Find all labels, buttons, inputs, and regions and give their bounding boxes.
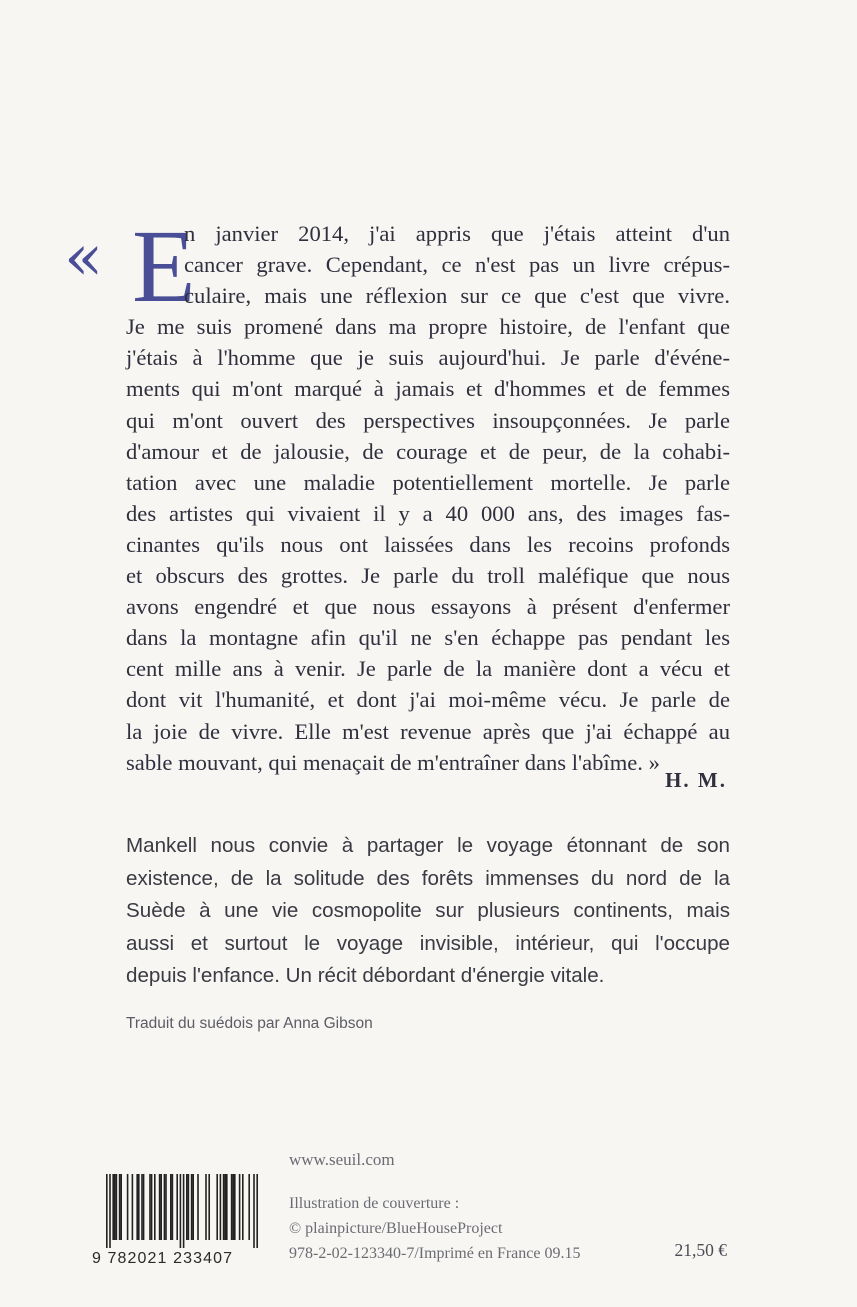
quote-line: sable mouvant, qui menaçait de m'entraîner dans l'abîme. » <box>126 749 660 775</box>
quote-line: et obscurs des grottes. Je parle du troll maléfique que nous <box>126 563 730 589</box>
illustration-credit: © plainpicture/BlueHouseProject <box>289 1220 503 1237</box>
barcode-bar <box>116 1174 118 1240</box>
barcode-bar <box>208 1174 210 1240</box>
quote-line: tation avec une maladie potentiellement mortelle. Je parle <box>126 469 730 495</box>
quote-line: n janvier 2014, j'ai appris que j'étais atteint d'un <box>184 221 730 246</box>
barcode-bar <box>138 1174 140 1240</box>
barcode-bar <box>231 1174 233 1240</box>
barcode-bar <box>165 1174 167 1240</box>
quote-line: cancer grave. Cependant, ce n'est pas un livre crépus- <box>184 252 730 278</box>
barcode-bar <box>114 1174 116 1240</box>
barcode-bar <box>106 1174 108 1248</box>
barcode-bar <box>248 1174 250 1240</box>
barcode-bar <box>188 1174 190 1240</box>
quote-line: j'étais à l'homme que je suis aujourd'hui. Je parle d'événe- <box>126 345 730 371</box>
barcode-bar <box>151 1174 153 1240</box>
barcode-bar <box>149 1174 151 1240</box>
drop-cap-letter: E <box>132 209 196 324</box>
quote-line: culaire, mais une réflexion sur ce que c'est que vivre. <box>184 283 730 309</box>
barcode-bar <box>232 1174 234 1240</box>
quote-signature: H. M. <box>665 768 727 792</box>
barcode-bar <box>205 1174 207 1240</box>
blurb-line: Suède à une vie cosmopolite sur plusieurs continents, mais <box>126 899 730 922</box>
quote-line: dont vit l'humanité, et dont j'ai moi-même vécu. Je parle de <box>126 687 730 713</box>
blurb-line: Mankell nous convie à partager le voyage étonnant de son <box>126 834 730 857</box>
barcode-bar <box>154 1174 156 1240</box>
barcode-bar <box>164 1174 166 1240</box>
barcode-digits: 9 782021 233407 <box>92 1250 234 1267</box>
barcode-bar <box>109 1174 111 1248</box>
barcode-bar <box>160 1174 162 1240</box>
barcode-bar <box>242 1174 244 1240</box>
barcode-bar <box>132 1174 134 1240</box>
barcode-bar <box>112 1174 114 1240</box>
barcode-bar <box>191 1174 193 1240</box>
price-label: 21,50 € <box>674 1240 727 1260</box>
translator-credit: Traduit du suédois par Anna Gibson <box>126 1015 373 1032</box>
barcode-bar <box>176 1174 178 1240</box>
barcode-icon <box>92 1174 267 1248</box>
blurb-line: aussi et surtout le voyage invisible, intérieur, qui l'occupe <box>126 931 730 955</box>
quote-line: des artistes qui vivaient il y a 40 000 ans, des images fas- <box>126 500 730 526</box>
barcode-bar <box>180 1174 182 1248</box>
barcode-bar <box>186 1174 188 1240</box>
opening-guillemet: « <box>64 221 100 295</box>
isbn-barcode <box>92 1174 267 1268</box>
barcode-bar <box>159 1174 161 1240</box>
cover-credits <box>289 1191 580 1266</box>
barcode-bar <box>120 1174 122 1240</box>
barcode-bar <box>239 1174 241 1240</box>
barcode-bar <box>119 1174 121 1240</box>
barcode-bar <box>143 1174 145 1240</box>
quote-line: cent mille ans à venir. Je parle de la manière dont a vécu et <box>126 656 730 682</box>
barcode-bar <box>170 1174 172 1240</box>
quote-line: d'amour et de jalousie, de courage et de peur, de la cohabi- <box>126 438 730 464</box>
book-blurb <box>126 830 730 993</box>
quote-line: ments qui m'ont marqué à jamais et d'hommes et de femmes <box>126 376 730 402</box>
barcode-bar <box>141 1174 143 1240</box>
quote-line: cinantes qu'ils nous ont laissées dans les recoins profonds <box>126 531 730 557</box>
barcode-bar <box>226 1174 228 1240</box>
barcode-bar <box>183 1174 185 1248</box>
barcode-bar <box>127 1174 129 1240</box>
quote-line: qui m'ont ouvert des perspectives insoupçonnées. Je parle <box>126 407 730 433</box>
quote-line: Je me suis promené dans ma propre histoire, de l'enfant que <box>126 314 730 340</box>
barcode-bar <box>136 1174 138 1240</box>
isbn-print-line: 978-2-02-123340-7/Imprimé en France 09.15 <box>289 1245 581 1262</box>
barcode-bar <box>256 1174 258 1248</box>
barcode-bar <box>172 1174 174 1240</box>
barcode-bar <box>220 1174 222 1240</box>
illustration-label: Illustration de couverture : <box>289 1195 460 1212</box>
barcode-bar <box>223 1174 225 1240</box>
quote-line: la joie de vivre. Elle m'est revenue après que j'ai échappé au <box>126 718 730 744</box>
barcode-bar <box>234 1174 236 1240</box>
author-quote <box>126 209 730 778</box>
barcode-bar <box>216 1174 218 1240</box>
blurb-line: depuis l'enfance. Un récit débordant d'énergie vitale. <box>126 964 605 987</box>
barcode-bar <box>253 1174 255 1248</box>
barcode-bar <box>224 1174 226 1240</box>
barcode-bar <box>197 1174 199 1240</box>
quote-line: avons engendré et que nous essayons à présent d'enfermer <box>126 594 730 620</box>
publisher-website: www.seuil.com <box>289 1150 395 1169</box>
blurb-line: existence, de la solitude des forêts immenses du nord de la <box>126 866 730 890</box>
quote-line: dans la montagne afin qu'il ne s'en échappe pas pendant les <box>126 625 730 651</box>
barcode-bar <box>192 1174 194 1240</box>
